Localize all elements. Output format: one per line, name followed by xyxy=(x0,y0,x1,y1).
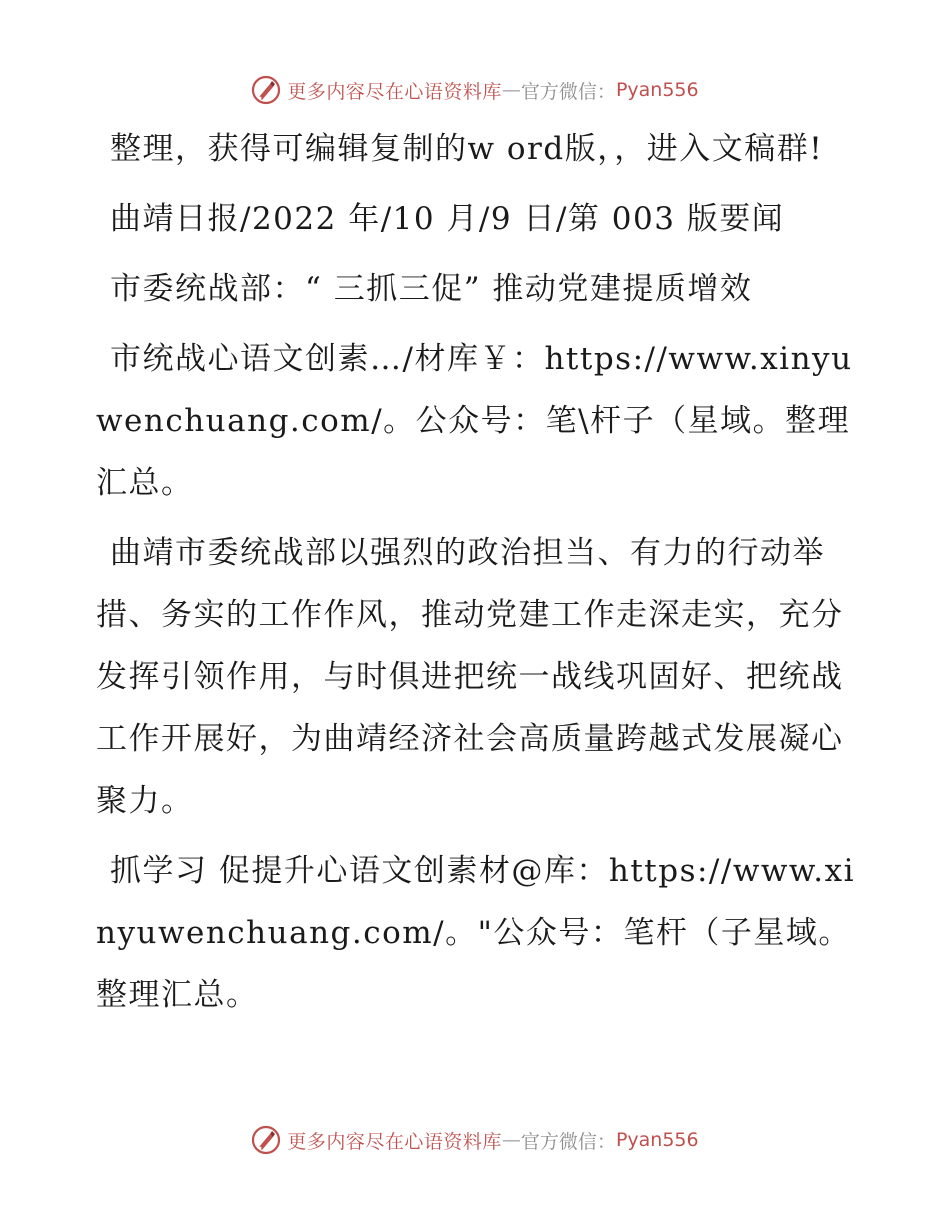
header-banner xyxy=(0,70,950,110)
banner-wechat-label: 官方微信： xyxy=(520,1130,616,1153)
banner-wechat-id: Pyan556 xyxy=(615,1129,699,1151)
pen-logo-icon xyxy=(251,1125,281,1155)
banner-separator: — xyxy=(501,79,521,101)
banner-separator: — xyxy=(501,1129,521,1151)
banner-text: 更多内容尽在心语资料库 xyxy=(287,80,502,103)
paragraph-watermark-1: 市统战心语文创素…/材库￥：https://www.xinyuwenchuang.com/。公众号：笔\杆子（星域。整理汇总。 xyxy=(96,341,853,501)
paragraph-body: 曲靖市委统战部以强烈的政治担当、有力的行动举措、务实的工作作风，推动党建工作走深走实，充分发挥引领作用，与时俱进把统一战线巩固好、把统战工作开展好，为曲靖经济社会高质量跨越式发展凝心聚力。 xyxy=(96,535,844,819)
article-title: 市委统战部：“ 三抓三促” 推动党建提质增效 xyxy=(110,271,753,307)
paragraph-source: 曲靖日报/2022 年/10 月/9 日/第 003 版要闻 xyxy=(110,201,785,237)
pen-logo-icon xyxy=(251,75,281,105)
banner-text: 更多内容尽在心语资料库 xyxy=(287,1130,502,1153)
paragraph-subheading: 抓学习 促提升心语文创素材@库：https://www.xinyuwenchuang.com/。"公众号：笔杆（子星域。整理汇总。 xyxy=(96,853,855,1013)
banner-wechat-id: Pyan556 xyxy=(615,79,699,101)
banner-wechat-label: 官方微信： xyxy=(520,80,616,103)
footer-banner xyxy=(0,1120,950,1160)
paragraph-intro: 整理，获得可编辑复制的w ord版，，进入文稿群! xyxy=(110,131,824,167)
document-body xyxy=(96,118,856,1034)
